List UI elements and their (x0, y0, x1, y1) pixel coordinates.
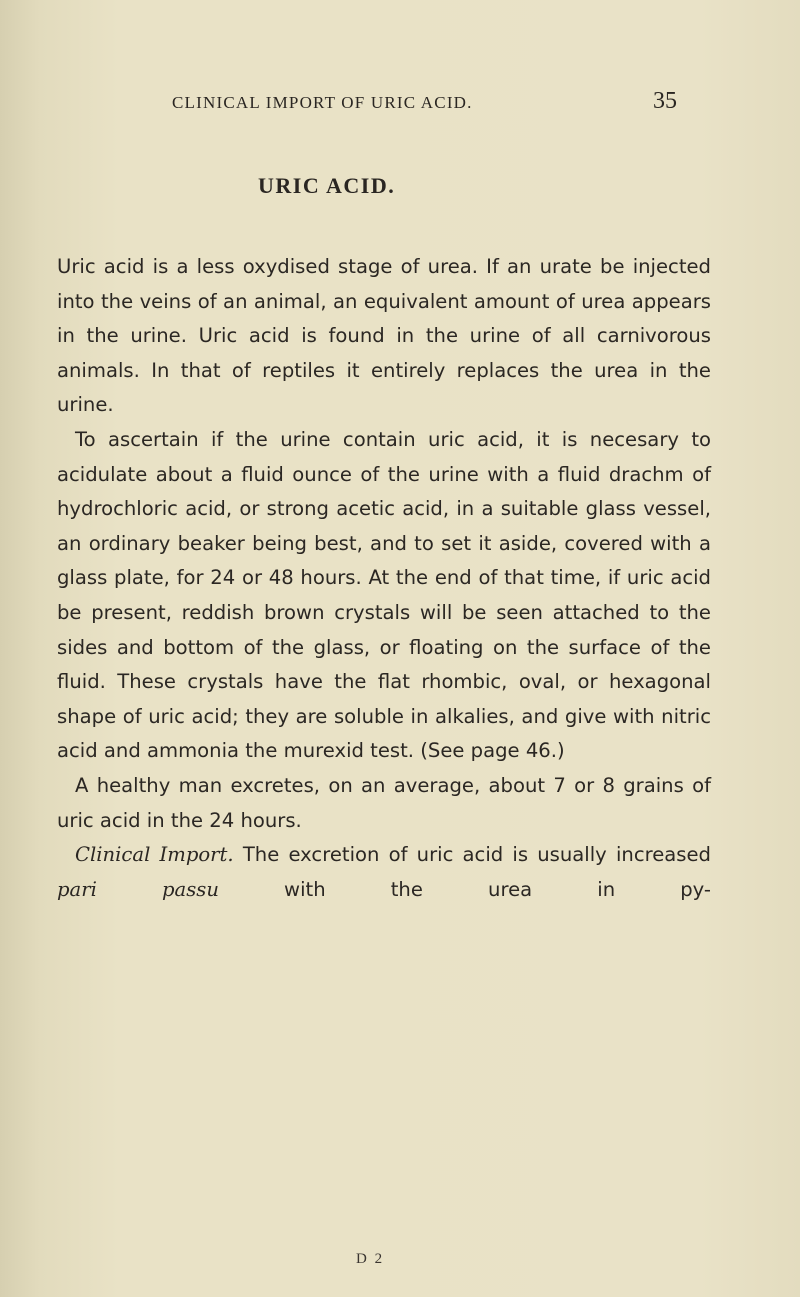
paragraph-test-method: To ascertain if the urine contain uric acid, it is necesary to acidulate about a fluid ounce of the urine with a fluid drachm of hydrochloric acid, or strong acetic acid, in a suitable glass vessel, an ordinary beaker being best, and to set it aside, covered with a glass plate, for 24 or 48 hours. At the end of that time, if uric acid be present, reddish brown crystals will be seen attached to the sides and bottom of the glass, or floating on the surface of the fluid. These crystals have the flat rhombic, oval, or hexagonal shape of uric acid; they are soluble in alkalies, and give with nitric acid and ammonia the murexid test. (See page 46.) (57, 427, 711, 763)
pari-passu-phrase: pari passu (57, 877, 219, 901)
paragraph-healthy-excretion: A healthy man excretes, on an average, about 7 or 8 grains of uric acid in the 24 hours. (57, 773, 711, 832)
running-head: CLINICAL IMPORT OF URIC ACID. (172, 93, 473, 112)
clinical-import-text-a: The excretion of uric acid is usually increased (233, 843, 711, 867)
page-number: 35 (653, 88, 677, 114)
body-text (57, 250, 711, 907)
paragraph-uric-acid-intro: Uric acid is a less oxydised stage of urea. If an urate be injected into the veins of an animal, an equivalent amount of urea appears in the urine. Uric acid is found in the urine of all carnivorous animals. In that of reptiles it entirely replaces the urea in the urine. (57, 255, 711, 417)
clinical-import-text-b: with the urea in py- (218, 877, 711, 901)
clinical-import-heading: Clinical Import. (75, 843, 234, 867)
printer-signature-mark: D 2 (356, 1251, 385, 1267)
section-title: URIC ACID. (258, 173, 396, 198)
paragraph-clinical-import (57, 838, 711, 907)
